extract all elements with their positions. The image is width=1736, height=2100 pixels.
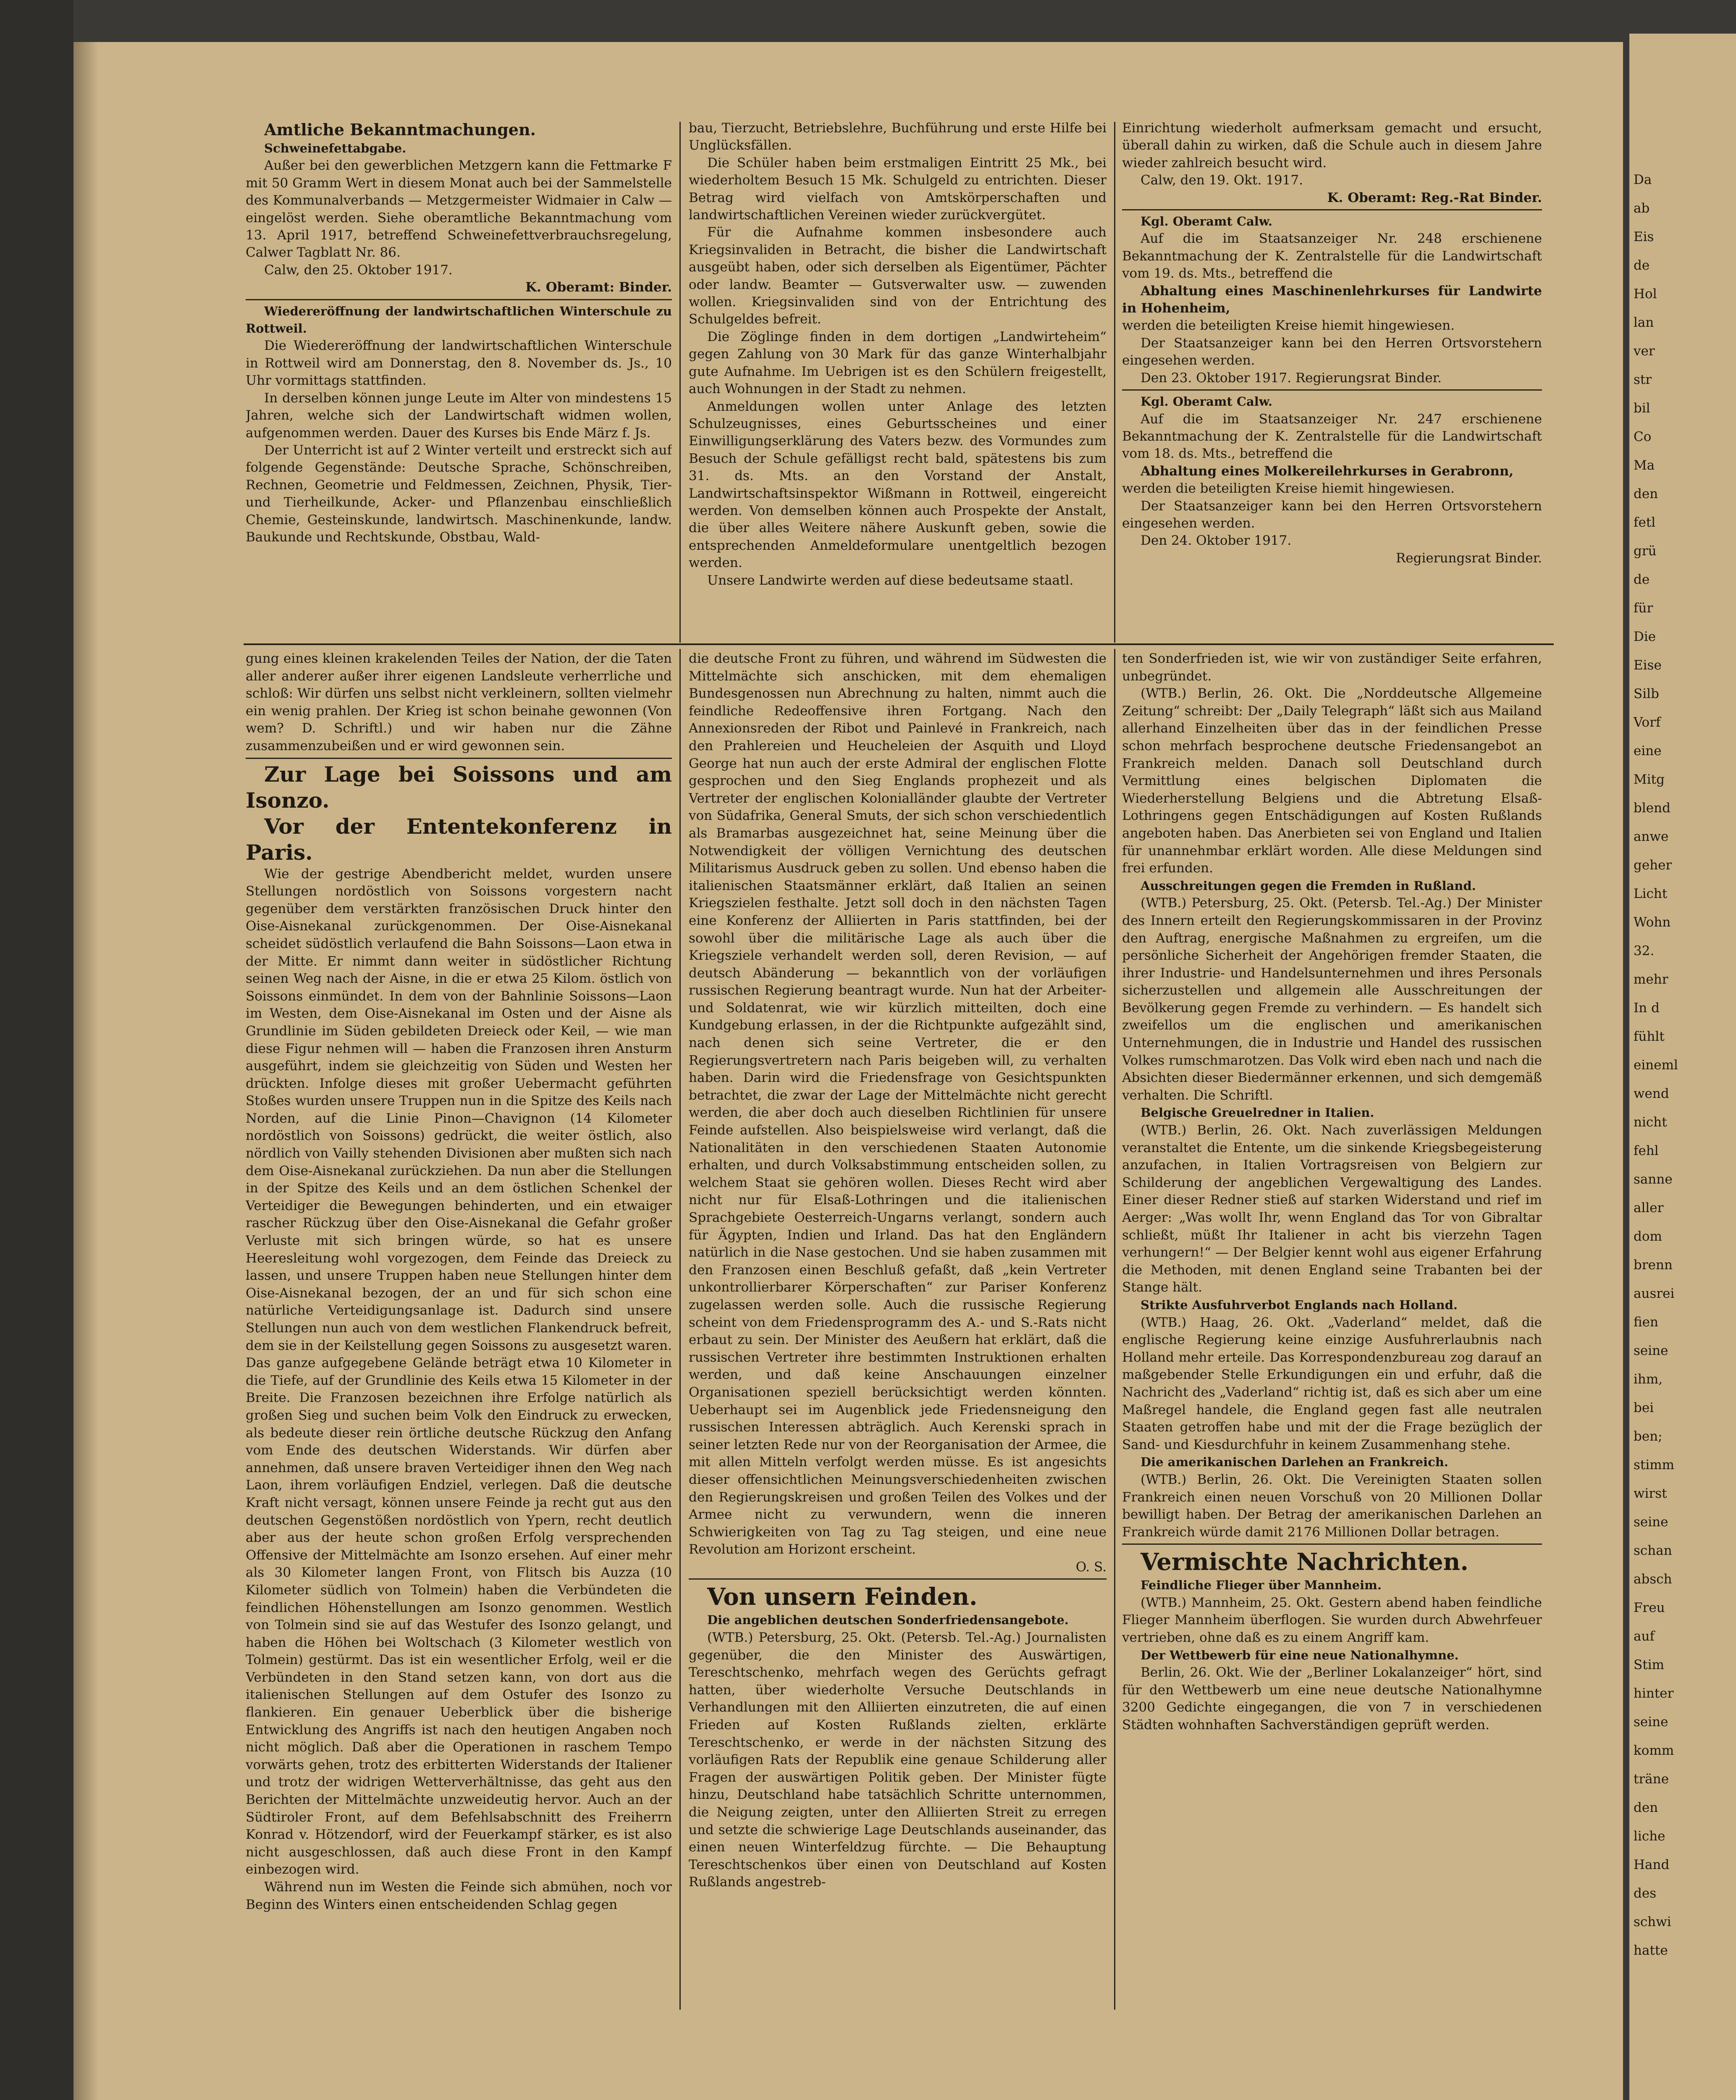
adjacent-page-word: Ma bbox=[1634, 458, 1655, 473]
notice-text: Der Staatsanzeiger kann bei den Herren Ortsvorstehern eingesehen werden. bbox=[1122, 498, 1542, 531]
article-rule bbox=[246, 758, 672, 759]
adjacent-page-word: grü bbox=[1634, 543, 1657, 559]
notice-bold-text: Abhaltung eines Maschinenlehrkurses für Landwirte in Hohenheim, bbox=[1122, 283, 1542, 316]
bottom-column-rule-1 bbox=[679, 649, 681, 2010]
adjacent-page-word: schwi bbox=[1634, 1914, 1671, 1929]
adjacent-page-word: Da bbox=[1634, 172, 1652, 187]
adjacent-page-word: Silb bbox=[1634, 686, 1659, 701]
adjacent-page-word: bil bbox=[1634, 401, 1650, 416]
article-text: Die Zöglinge finden in dem dortigen „Landwirteheim“ gegen Zahlung von 30 Mark für das ganze Winterhalbjahr gute Aufnahme. Im Uebrigen ist es den Schülern freigestellt, auch Wohnungen in der Stadt zu nehmen. bbox=[689, 329, 1107, 397]
notice-signature: K. Oberamt: Binder. bbox=[525, 280, 672, 295]
notice-date: Calw, den 25. Oktober 1917. bbox=[264, 262, 453, 278]
adjacent-page-word: Freu bbox=[1634, 1600, 1665, 1615]
adjacent-page-word: fühlt bbox=[1634, 1029, 1665, 1044]
article-text: (WTB.) Haag, 26. Okt. „Vaderland“ meldet, daß die englische Regierung keine einzige Ausfuhrerlaubnis nach Holland mehr erteile. Das Korrespondenzbureau zog darauf an maßgebender Stelle Erkundigungen ein und erfuhr, daß die Nachricht des „Vaderland“ richtig ist, daß es sich aber um eine Maßregel handele, die England gegen fast alle neutralen Staaten getroffen habe und mit der die Frage bezüglich der Sand- und Kiesdurchfuhr in keinem Zusammenhang stehe. bbox=[1122, 1315, 1542, 1452]
adjacent-page-word: dom bbox=[1634, 1229, 1662, 1244]
notice-text: Die Wiedereröffnung der landwirtschaftlichen Winterschule in Rottweil wird am Donnerstag, den 8. November ds. Js., 10 Uhr vormittags stattfinden. bbox=[246, 338, 672, 388]
notice-title: Wiedereröffnung der landwirtschaftlichen Winterschule zu Rottweil. bbox=[246, 304, 672, 336]
adjacent-page-word: den bbox=[1634, 1800, 1658, 1815]
notice-text: Auf die im Staatsanzeiger Nr. 248 erschienene Bekanntmachung der K. Zentralstelle für die Landwirtschaft vom 19. ds. Mts., betreffend die bbox=[1122, 231, 1542, 281]
adjacent-page-word: Hand bbox=[1634, 1857, 1670, 1872]
adjacent-page-word: ab bbox=[1634, 201, 1650, 216]
adjacent-page-word: hinter bbox=[1634, 1686, 1674, 1701]
adjacent-page-word: aller bbox=[1634, 1200, 1664, 1215]
adjacent-page-word: des bbox=[1634, 1886, 1657, 1901]
top-column-rule-1 bbox=[679, 122, 681, 643]
adjacent-page-word: seine bbox=[1634, 1714, 1668, 1730]
adjacent-page-word: den bbox=[1634, 486, 1658, 501]
article-subheadline: Belgische Greuelredner in Italien. bbox=[1141, 1105, 1374, 1120]
notice-text: In derselben können junge Leute im Alter von mindestens 15 Jahren, welche sich der Landwirtschaft widmen wollen, aufgenommen werden. Dauer des Kurses bis Ende März f. Js. bbox=[246, 390, 672, 441]
article-text: ten Sonderfrieden ist, wie wir von zuständiger Seite erfahren, unbegründet. bbox=[1122, 651, 1542, 684]
article-text: Die Schüler haben beim erstmaligen Eintritt 25 Mk., bei wiederholtem Besuch 15 Mk. Schulgeld zu entrichten. Dieser Betrag wird vielfach von Amtskörperschaften und landwirtschaftlichen Vereinen wieder zurückvergütet. bbox=[689, 155, 1107, 223]
notice-text: Der Unterricht ist auf 2 Winter verteilt und erstreckt sich auf folgende Gegenstände: Deutsche Sprache, Schönschreiben, Rechnen, Geometrie und Feldmessen, Zeichnen, Physik, Tier- und Tierheilkunde, Acker- und Pflanzenbau einschließlich Chemie, Gesteinskunde, landwirtsch. Maschinenkunde, landw. Baukunde und Rechtskunde, Obstbau, Wald- bbox=[246, 442, 672, 545]
adjacent-page-word: mehr bbox=[1634, 972, 1668, 987]
adjacent-page-word: wirst bbox=[1634, 1486, 1667, 1501]
section-divider bbox=[244, 643, 1554, 645]
notice-signature: Den 23. Oktober 1917. Regierungsrat Binder. bbox=[1141, 370, 1442, 386]
adjacent-page-word: für bbox=[1634, 601, 1653, 616]
article-subheadline: Strikte Ausfuhrverbot Englands nach Holland. bbox=[1141, 1297, 1458, 1312]
bottom-column-rule-2 bbox=[1114, 649, 1115, 2010]
page-gutter-shadow bbox=[73, 42, 99, 2100]
adjacent-page-word: 32. bbox=[1634, 943, 1655, 958]
adjacent-page-word: Licht bbox=[1634, 886, 1668, 901]
notice-title: Kgl. Oberamt Calw. bbox=[1141, 214, 1272, 229]
article-text: gung eines kleinen krakelenden Teiles der Nation, der die Taten aller anderer außer ihrer eigenen Landsleute verherrliche und schloß: Wir dürfen uns selbst nicht verkleinern, sollten vielmehr ein wenig prahlen. Der Krieg ist schon beinahe gewonnen (Von wem? D. Schriftl.) und wir haben nur die Zähne zusammenzubeißen und er wird gewonnen sein. bbox=[246, 651, 672, 753]
notice-signature: Regierungsrat Binder. bbox=[1395, 550, 1542, 566]
adjacent-page-word: Co bbox=[1634, 429, 1652, 444]
adjacent-page-word: de bbox=[1634, 572, 1650, 587]
article-rule bbox=[1122, 1544, 1542, 1545]
adjacent-page-word: str bbox=[1634, 372, 1652, 387]
section-headline: Von unsern Feinden. bbox=[707, 1583, 978, 1611]
article-text: (WTB.) Petersburg, 25. Okt. (Petersb. Tel.-Ag.) Journalisten gegenüber, die den Minister des Auswärtigen, Tereschtschenko, mehrfach wegen des Gerüchts gefragt hatten, über wiederholte Versuche Deutschlands in Verhandlungen mit den Alliierten einzutreten, die auf einen Frieden auf Kosten Rußlands zielten, erklärte Tereschtschenko, er werde in der nächsten Sitzung des vorläufigen Rats der Republik eine genaue Schilderung aller Fragen der auswärtigen Politik geben. Der Minister fügte hinzu, Deutschland habe tatsächlich Schritte unternommen, die Neigung zeigten, unter den Alliierten Streit zu erregen und setzte die schwierige Lage Deutschlands auseinander, das einen neuen Winterfeldzug fürchte. — Die Behauptung Tereschtschenkos über einen von Deutschland auf Kosten Rußlands angestreb- bbox=[689, 1630, 1107, 1890]
article-text: Während nun im Westen die Feinde sich abmühen, noch vor Beginn des Winters einen entscheidenden Schlag gegen bbox=[246, 1880, 672, 1912]
notice-rule bbox=[246, 299, 672, 300]
notice-rule bbox=[1122, 209, 1542, 210]
article-subheadline: Feindliche Flieger über Mannheim. bbox=[1141, 1578, 1382, 1593]
adjacent-page-word: lan bbox=[1634, 315, 1654, 330]
top-column-rule-2 bbox=[1114, 122, 1115, 643]
article-text: Wie der gestrige Abendbericht meldet, wurden unsere Stellungen nordöstlich von Soissons vorgestern nacht gegenüber dem verstärkten französischen Druck hinter den Oise-Aisnekanal zurückgenommen. Der Oise-Aisnekanal scheidet südöstlich verlaufend die Bahn Soissons—Laon etwa in der Mitte. Er nimmt dann weiter in südöstlicher Richtung seinen Weg nach der Aisne, in die er etwa 25 Kilom. östlich von Soissons einmündet. In dem von der Bahnlinie Soissons—Laon im Westen, dem Oise-Aisnekanal im Osten und der Aisne als Grundlinie im Süden gebildeten Dreieck oder Keil, — wie man diese Figur nehmen will — haben die Franzosen ihren Ansturm ausgeführt, indem sie gleichzeitig von Süden und Westen her drückten. Infolge dieses mit großer Uebermacht geführten Stoßes wurden unsere Truppen nun in die Spitze des Keils nach Norden, auf die Linie Pinon—Chavignon (14 Kilometer nordöstlich von Soissons) gedrückt, die weiter östlich, also nördlich von Vailly stehenden Divisionen aber mußten sich nach dem Oise-Aisnekanal zurückziehen. Da nun aber die Stellungen in der Spitze des Keils und an dem östlichen Schenkel der Verteidiger die Bewegungen behinderten, und ein etwaiger rascher Rückzug über den Oise-Aisnekanal die Gefahr großer Verluste mit sich bringen würde, so hat es unsere Heeresleitung wohl vorgezogen, dem Feinde das Dreieck zu lassen, und unsere Truppen haben neue Stellungen hinter dem Oise-Aisnekanal bezogen, der an und für sich schon eine natürliche Verteidigungsanlage ist. Dadurch sind unsere Stellungen nun auch von dem westlichen Flankendruck befreit, dem sie in der Keilstellung gegen Soissons zu ausgesetzt waren. Das ganze aufgegebene Gelände beträgt etwa 10 Kilometer in die Tiefe, auf der Grundlinie des Keils etwa 15 Kilometer in der Breite. Die Franzosen bezeichnen ihre Erfolge natürlich als großen Sieg und suchen beim Volk den Eindruck zu erwecken, als bedeute dieser rein örtliche deutsche Rückzug den Anfang vom Ende des deutschen Widerstands. Wir dürfen aber annehmen, daß unsere braven Verteidiger ihnen den Weg nach Laon, ihrem vorläufigen Endziel, verlegen. Daß die deutsche Kraft nicht versagt, können unsere Feinde ja recht gut aus den deutschen Gegenstößen nordöstlich von Ypern, recht deutlich aber aus der heute schon großen Erfolg versprechenden Offensive der Mittelmächte am Isonzo ersehen. Auf einer mehr als 30 Kilometer langen Front, von Flitsch bis Auzza (10 Kilometer südlich von Tolmein) haben die Verbündeten die feindlichen Höhenstellungen am Isonzo genommen. Westlich von Tolmein sind sie auf das Westufer des Isonzo gelangt, und haben die Höhen bei Woltschach (3 Kilometer westlich von Tolmein) gestürmt. Das ist ein wesentlicher Erfolg, weil er die Verbündeten in den Stand setzen kann, von dort aus die italienischen Stellungen auf dem Ostufer des Isonzo zu flankieren. Ein genauer Ueberblick über die bisherige Entwicklung des Angriffs ist nach den heutigen Angaben noch nicht möglich. Daß aber die Operationen in raschem Tempo vorwärts gehen, trotz des erbitterten Widerstands der Italiener und trotz der widrigen Wetterverhältnisse, das geht aus den Berichten der Mittelmächte unzweideutig hervor. Auch an der Südtiroler Front, auf dem Befehlsabschnitt des Freiherrn Konrad v. Hötzendorf, wird der Feuerkampf stärker, es ist also nicht ausgeschlossen, daß auch diese Front in den Kampf einbezogen wird. bbox=[246, 866, 672, 1877]
adjacent-page-word: nicht bbox=[1634, 1115, 1667, 1130]
top-column-1 bbox=[246, 120, 672, 643]
adjacent-page-word: komm bbox=[1634, 1743, 1674, 1758]
adjacent-page-word: Vorf bbox=[1634, 715, 1661, 730]
adjacent-page-word: hatte bbox=[1634, 1943, 1668, 1958]
article-subheadline: Die angeblichen deutschen Sonderfriedensangebote. bbox=[707, 1613, 1069, 1628]
adjacent-page-word: Eis bbox=[1634, 229, 1654, 244]
adjacent-page-word: eine bbox=[1634, 743, 1662, 759]
notice-text: Auf die im Staatsanzeiger Nr. 247 erschienene Bekanntmachung der K. Zentralstelle für die Landwirtschaft vom 18. ds. Mts., betreffend die bbox=[1122, 411, 1542, 462]
notice-date: Den 24. Oktober 1917. bbox=[1141, 533, 1292, 549]
top-column-3 bbox=[1122, 120, 1542, 643]
bottom-column-2 bbox=[689, 650, 1107, 2011]
adjacent-page-word: blend bbox=[1634, 801, 1670, 816]
bottom-column-3 bbox=[1122, 650, 1542, 2011]
adjacent-page-word: brenn bbox=[1634, 1257, 1673, 1273]
adjacent-page-word: stimm bbox=[1634, 1457, 1675, 1473]
notice-text: werden die beteiligten Kreise hiemit hingewiesen. bbox=[1122, 481, 1455, 496]
article-text: (WTB.) Berlin, 26. Okt. Die „Norddeutsche Allgemeine Zeitung“ schreibt: Der „Daily Telegraph“ läßt sich aus Mailand allerhand Einzelheiten über das in der feindlichen Presse schon mehrfach besprochene deutsche Friedensangebot an Frankreich melden. Danach soll Deutschland durch Vermittlung eines belgischen Diplomaten die Wiederherstellung Belgiens und die Abtretung Elsaß-Lothringens gegen Entschädigungen auf Kosten Rußlands angeboten haben. Das Anerbieten sei von England und Italien für unannehmbar erklärt worden. Alle diese Meldungen sind frei erfunden. bbox=[1122, 686, 1542, 876]
article-text: (WTB.) Mannheim, 25. Okt. Gestern abend haben feindliche Flieger Mannheim überflogen. Sie wurden durch Abwehrfeuer vertrieben, ohne daß es zu einem Angriff kam. bbox=[1122, 1595, 1542, 1646]
notice-date: Calw, den 19. Okt. 1917. bbox=[1141, 173, 1303, 188]
notice-rule bbox=[1122, 389, 1542, 391]
article-text: Berlin, 26. Okt. Wie der „Berliner Lokalanzeiger“ hört, sind für den Wettbewerb um eine neue deutsche Nationalhymne 3200 Gedichte eingegangen, die von 7 in verschiedenen Städten wohnhaften Sachverständigen geprüft werden. bbox=[1122, 1665, 1542, 1733]
adjacent-page-word: Die bbox=[1634, 629, 1656, 644]
adjacent-page-fragment bbox=[1629, 34, 1736, 2100]
adjacent-page-word: In d bbox=[1634, 1000, 1660, 1016]
notice-bold-text: Abhaltung eines Molkereilehrkurses in Gerabronn, bbox=[1141, 463, 1514, 479]
notice-text: werden die beteiligten Kreise hiemit hingewiesen. bbox=[1122, 318, 1455, 333]
article-headline: Zur Lage bei Soissons und am Isonzo. bbox=[246, 761, 672, 813]
adjacent-page-word: ver bbox=[1634, 344, 1655, 359]
article-text: (WTB.) Petersburg, 25. Okt. (Petersb. Tel.-Ag.) Der Minister des Innern erteilt den Regierungskommissaren in der Provinz den Auftrag, energische Maßnahmen zu ergreifen, um die persönliche Sicherheit der Angehörigen fremder Staaten, die ihrer Industrie- und Handelsunternehmen und ihres Personals sicherzustellen und allgemein alle Ausschreitungen der Bevölkerung gegen Fremde zu verhindern. — Es handelt sich zweifellos um die englischen und amerikanischen Unternehmungen, die in Industrie und Handel des russischen Volkes rumschmarotzen. Das Volk wird eben nach und nach die Absichten dieser Biedermänner erkennen, und sich demgemäß verhalten. Die Schriftl. bbox=[1122, 895, 1542, 1103]
article-text: (WTB.) Berlin, 26. Okt. Die Vereinigten Staaten sollen Frankreich einen neuen Vorschuß von 20 Millionen Dollar bewilligt haben. Der Betrag der amerikanischen Darlehen an Frankreich würde damit 2176 Millionen Dollar betragen. bbox=[1122, 1472, 1542, 1540]
adjacent-page-word: absch bbox=[1634, 1572, 1672, 1587]
adjacent-page-word: schan bbox=[1634, 1543, 1672, 1558]
adjacent-page-word: anwe bbox=[1634, 829, 1669, 844]
adjacent-page-word: liche bbox=[1634, 1829, 1665, 1844]
notice-signature: K. Oberamt: Reg.-Rat Binder. bbox=[1327, 190, 1542, 205]
notice-title: Schweinefettabgabe. bbox=[264, 141, 406, 155]
notice-text: Einrichtung wiederholt aufmerksam gemacht und ersucht, überall dahin zu wirken, daß die Schule auch in diesem Jahre wieder zahlreich besucht wird. bbox=[1122, 121, 1542, 171]
article-text: Unsere Landwirte werden auf diese bedeutsame staatl. bbox=[707, 572, 1074, 588]
bottom-column-1 bbox=[246, 650, 672, 2011]
adjacent-page-word: wend bbox=[1634, 1086, 1669, 1101]
article-subheadline: Die amerikanischen Darlehen an Frankreich. bbox=[1141, 1455, 1448, 1470]
top-column-2 bbox=[689, 120, 1107, 643]
adjacent-page-word: auf bbox=[1634, 1629, 1655, 1644]
adjacent-page-word: seine bbox=[1634, 1515, 1668, 1530]
adjacent-page-word: ausrei bbox=[1634, 1286, 1675, 1301]
adjacent-page-word: Stim bbox=[1634, 1657, 1665, 1672]
adjacent-page-word: sanne bbox=[1634, 1172, 1673, 1187]
adjacent-page-word: geher bbox=[1634, 858, 1672, 873]
adjacent-page-word: de bbox=[1634, 258, 1650, 273]
adjacent-page-word: fetl bbox=[1634, 515, 1656, 530]
notice-title: Kgl. Oberamt Calw. bbox=[1141, 394, 1272, 409]
article-text: Anmeldungen wollen unter Anlage des letzten Schulzeugnisses, eines Geburtsscheines und einer Einwilligungserklärung des Vaters bezw. des Vormundes zum Besuch der Schule gefälligst recht bald, spätestens bis zum 31. ds. Mts. an den Vorstand der Anstalt, Landwirtschaftsinspektor Wißmann in Rottweil, eingereicht werden. Von demselben können auch Prospekte der Anstalt, die über alles Weitere nähere Auskunft geben, sowie die entsprechenden Anmeldeformulare unentgeltlich bezogen werden. bbox=[689, 399, 1107, 571]
article-text: die deutsche Front zu führen, und während im Südwesten die Mittelmächte sich anschicken, mit dem ehemaligen Bundesgenossen nun Abrechnung zu halten, nimmt auch die feindliche Redeoffensive ihren Fortgang. Nach den Annexionsreden der Ribot und Painlevé in Frankreich, nach den Prahlereien und Heucheleien der Asquith und Lloyd George hat nun auch der erste Admiral der englischen Flotte gesprochen und den Sieg Englands prophezeit und als Vertreter der englischen Kolonialländer glaubte der Vertreter von Südafrika, General Smuts, der sich schon verschiedentlich als Bramarbas ausgezeichnet hat, seine Meinung über die Notwendigkeit der völligen Vernichtung des deutschen Militarismus Ausdruck geben zu sollen. Und ebenso haben die italienischen Staatsmänner erklärt, daß Italien an seinen Kriegszielen festhalte. Jetzt soll doch in den nächsten Tagen eine Konferenz der Alliierten in Paris stattfinden, bei der sowohl über die militärische Lage als auch über die Kriegsziele verhandelt werden soll, deren Revision, — auf deutsch Abänderung — bekanntlich von der vorläufigen russischen Regierung beantragt wurde. Nun hat der Arbeiter- und Soldatenrat, wie wir kürzlich mitteilten, doch eine Kundgebung erlassen, in der die Richtpunkte aufgezählt sind, nach denen sich seine Vertreter, die er den Regierungsvertretern nach Paris beigeben will, zu verhalten haben. Darin wird die Friedensfrage von Gesichtspunkten betrachtet, die zwar der Lage der Mittelmächte nicht gerecht werden, die aber doch auch dieselben Richtlinien für unsere Feinde aufstellen. Also beispielsweise wird verlangt, daß die Nationalitäten in den verschiedenen Staaten Autonomie erhalten, und durch Volksabstimmung entscheiden sollen, zu welchem Staat sie gehören wollen. Dieses Recht wird aber nicht nur für Elsaß-Lothringen und die italienischen Sprachgebiete Oesterreich-Ungarns verlangt, sondern auch für Ägypten, Indien und Irland. Das hat den Engländern natürlich in die Nase gestochen. Und sie haben zusammen mit den Franzosen einen Beschluß gefaßt, daß „kein Vertreter unkontrollierbarer Körperschaften“ zur Pariser Konferenz zugelassen werden solle. Auch die russische Regierung scheint von dem Friedensprogramm des A.- und S.-Rats nicht erbaut zu sein. Der Minister des Aeußern hat erklärt, daß die russischen Vertreter ihre bestimmten Instruktionen erhalten werden, und daß keine Anschauungen einzelner Organisationen speziell berücksichtigt werden könnten. Ueberhaupt sei im Augenblick jede Friedensneigung den russischen Interessen abträglich. Auch Kerenski sprach in seiner letzten Rede nur von der Reorganisation der Armee, die mit allen Mitteln verfolgt werden müsse. Es ist angesichts dieser offensichtlichen Meinungsverschiedenheiten zwischen den Regierungskreisen und großen Teilen des Volkes und der Armee nicht zu verwundern, wenn die inneren Schwierigkeiten von Tag zu Tag steigen, und eine neue Revolution am Horizont erscheint. bbox=[689, 651, 1107, 1557]
adjacent-page-word: fien bbox=[1634, 1315, 1658, 1330]
adjacent-page-word: seine bbox=[1634, 1343, 1668, 1358]
article-text: bau, Tierzucht, Betriebslehre, Buchführung und erste Hilfe bei Unglücksfällen. bbox=[689, 121, 1107, 153]
article-text: (WTB.) Berlin, 26. Okt. Nach zuverlässigen Meldungen veranstaltet die Entente, um die sinkende Kriegsbegeisterung anzufachen, in Italien Vortragsreisen von Belgiern zur Schilderung der angeblichen Vergewaltigung des Landes. Einer dieser Redner stieß auf starken Widerstand und rief im Aerger: „Was wollt Ihr, wenn England das Tor von Gibraltar schließt, müßt Ihr Italiener in acht bis vierzehn Tagen verhungern!“ — Der Belgier kennt wohl aus eigener Erfahrung die Methoden, mit denen England seine Trabanten bei der Stange hält. bbox=[1122, 1123, 1542, 1295]
article-subheadline: Ausschreitungen gegen die Fremden in Rußland. bbox=[1141, 878, 1476, 893]
adjacent-page-word: Wohn bbox=[1634, 915, 1671, 930]
adjacent-page-word: ben; bbox=[1634, 1429, 1663, 1444]
adjacent-page-word: ihm, bbox=[1634, 1372, 1663, 1387]
article-headline: Vor der Ententekonferenz in Paris. bbox=[246, 814, 672, 865]
article-rule bbox=[689, 1578, 1107, 1580]
article-subheadline: Der Wettbewerb für eine neue Nationalhymne. bbox=[1141, 1648, 1459, 1662]
article-signature: O. S. bbox=[1075, 1559, 1107, 1575]
adjacent-page-word: träne bbox=[1634, 1772, 1669, 1787]
article-text: Für die Aufnahme kommen insbesondere auch Kriegsinvaliden in Betracht, die bisher die Landwirtschaft ausgeübt haben, oder sich derselben als Eigentümer, Pächter oder landw. Beamter — Gutsverwalter usw. — zuwenden wollen. Kriegsinvaliden sind von der Entrichtung des Schulgeldes befreit. bbox=[689, 225, 1107, 327]
adjacent-page-word: bei bbox=[1634, 1400, 1654, 1415]
notice-text: Außer bei den gewerblichen Metzgern kann die Fettmarke F mit 50 Gramm Wert in diesem Monat auch bei der Sammelstelle des Kommunalverbands — Metzgermeister Widmaier in Calw — eingelöst werden. Siehe oberamtliche Bekanntmachung vom 13. April 1917, betreffend Schweinefettverbrauchsregelung, Calwer Tagblatt Nr. 86. bbox=[246, 158, 672, 260]
adjacent-page-word: Mitg bbox=[1634, 772, 1665, 787]
book-binding bbox=[0, 0, 73, 2100]
notice-text: Der Staatsanzeiger kann bei den Herren Ortsvorstehern eingesehen werden. bbox=[1122, 335, 1542, 368]
adjacent-page-word: eineml bbox=[1634, 1058, 1678, 1073]
section-headline: Vermischte Nachrichten. bbox=[1141, 1548, 1469, 1576]
adjacent-page-word: Eise bbox=[1634, 658, 1662, 673]
official-notices-heading: Amtliche Bekanntmachungen. bbox=[264, 120, 536, 139]
adjacent-page-word: Hol bbox=[1634, 286, 1657, 302]
adjacent-page-word: fehl bbox=[1634, 1143, 1659, 1158]
